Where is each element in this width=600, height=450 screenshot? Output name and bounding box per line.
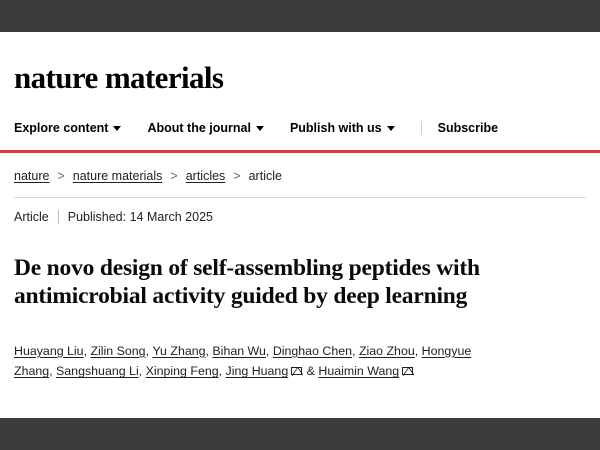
author-separator: , [138,364,146,379]
meta-separator [58,210,59,224]
nav-item-subscribe[interactable] [421,121,498,135]
author-link[interactable]: Dinghao Chen [272,343,353,358]
nav-label: Publish with us [289,121,382,135]
chevron-down-icon [113,126,121,131]
breadcrumb-item-articles[interactable]: articles [185,169,226,183]
chevron-down-icon [387,126,395,131]
author-separator: , [218,364,226,379]
page-title: De novo design of self-assembling peptides with antimicrobial activity guided by deep learning [14,254,480,310]
author-separator: , [205,343,213,358]
author-separator: , [49,364,57,379]
breadcrumb-separator: > [233,169,241,183]
author-link[interactable]: Yu Zhang [152,343,206,358]
author-list [0,327,600,382]
email-icon[interactable] [291,367,302,375]
journal-masthead [0,32,600,93]
breadcrumb [0,153,600,183]
author-link[interactable]: Zilin Song [90,343,146,358]
breadcrumb-separator: > [170,169,178,183]
author-link[interactable]: Ziao Zhou [358,343,415,358]
nav-label: Subscribe [437,121,499,135]
author-link[interactable]: Sangshuang Li [56,364,139,379]
breadcrumb-item-nature-materials[interactable]: nature materials [72,169,163,183]
author-separator: , [83,343,91,358]
author-separator: , [352,343,359,358]
author-separator: , [145,343,153,358]
author-separator: , [414,343,422,358]
nav-label: Explore content [14,121,109,135]
author-link[interactable]: Huaimin Wang [318,364,400,379]
nav-item-explore-content[interactable] [14,121,121,135]
main-navigation [0,115,600,141]
published-date: Published: 14 March 2025 [67,210,213,224]
breadcrumb-current: article [248,169,282,183]
author-link[interactable]: Huayang Liu [14,343,84,358]
article-meta [0,198,600,224]
author-link[interactable]: Hongyue Zhang [14,343,472,379]
author-separator: , [265,343,273,358]
author-link[interactable]: Jing Huang [225,364,289,379]
breadcrumb-item-nature[interactable]: nature [14,169,50,183]
article-page [0,32,600,418]
nav-label: About the journal [147,121,251,135]
email-icon[interactable] [402,367,413,375]
author-link[interactable]: Bihan Wu [212,343,266,358]
journal-title[interactable]: nature materials [14,60,224,95]
article-type: Article [14,210,49,224]
breadcrumb-separator: > [57,169,65,183]
chevron-down-icon [256,126,264,131]
nav-item-about-the-journal[interactable] [147,121,263,135]
author-link[interactable]: Xinping Feng [145,364,219,379]
author-separator: & [303,364,319,379]
nav-item-publish-with-us[interactable] [290,121,395,135]
